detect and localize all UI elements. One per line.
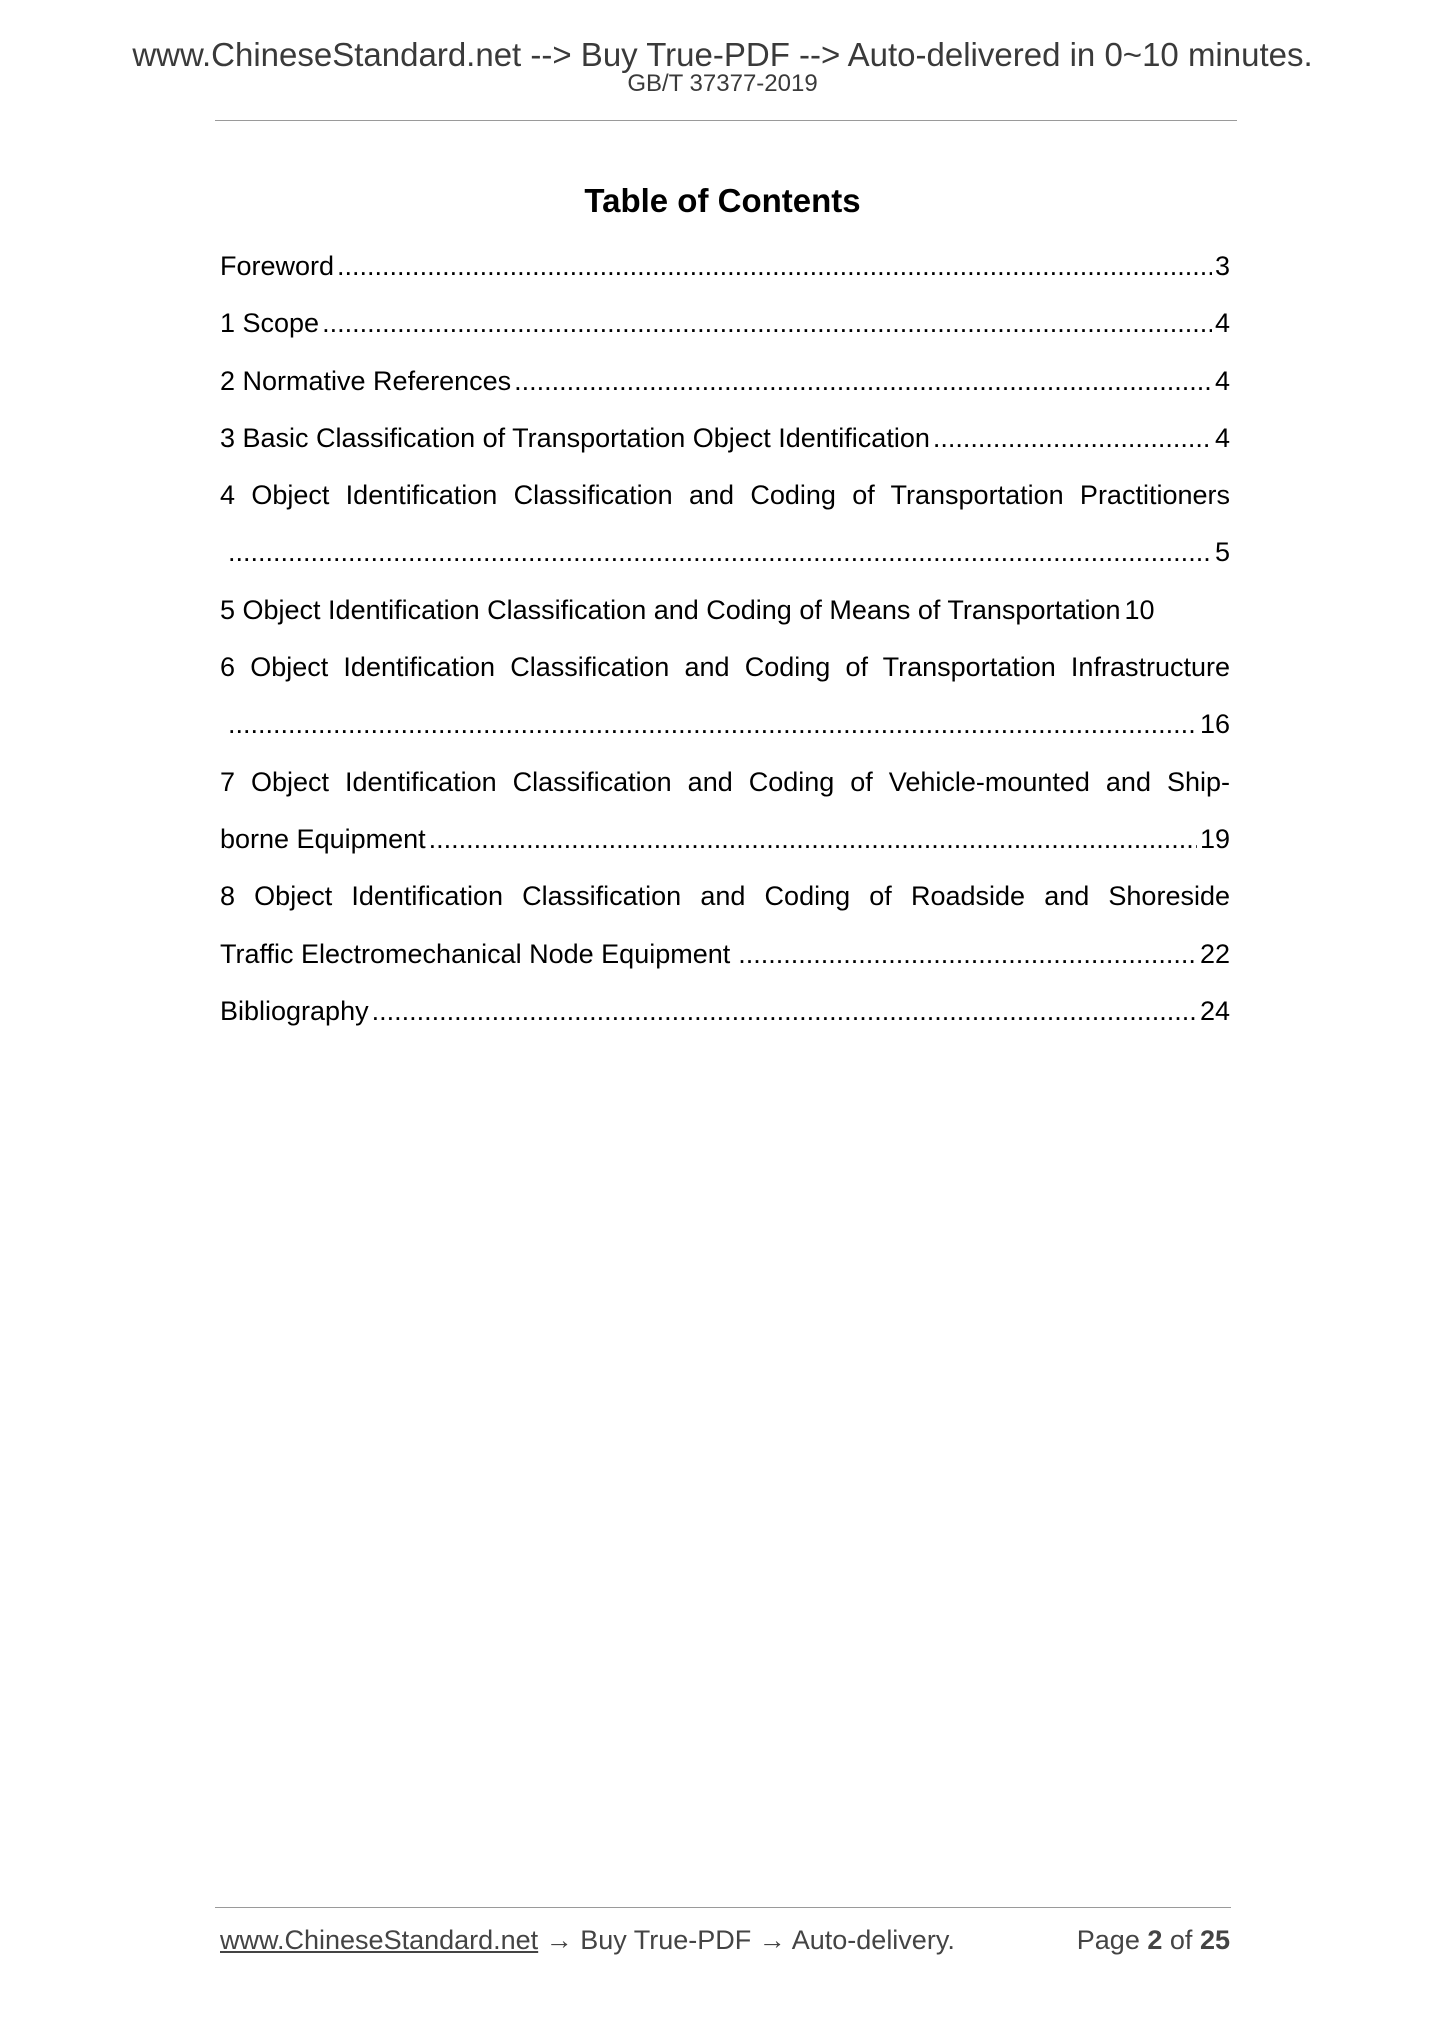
toc-entry-infrastructure-title[interactable] [220, 648, 1230, 705]
toc-entry-bibliography[interactable] [220, 992, 1230, 1049]
toc-entry-page: 4 [1214, 365, 1230, 396]
toc-leader-dots [322, 304, 1212, 342]
page-current: 2 [1147, 1925, 1163, 1955]
toc-leader-dots [429, 820, 1197, 858]
footer-divider [215, 1907, 1231, 1908]
toc-leader-dots [514, 362, 1212, 400]
toc-leader-dots [228, 705, 1197, 743]
toc-leader-dots [738, 935, 1197, 973]
toc-entry-page: 19 [1199, 823, 1230, 854]
toc-entry-foreword[interactable] [220, 247, 1230, 304]
toc-entry-title: 1 Scope [220, 308, 320, 339]
page-total: 25 [1199, 1925, 1230, 1955]
toc-entry-normative-references[interactable] [220, 362, 1230, 419]
toc-entry-page: 4 [1214, 308, 1230, 339]
page-footer [220, 1927, 1230, 1954]
toc-entry-title: 6 Object Identification Classification and Coding of Transportation Infrastructure [220, 652, 1230, 683]
toc-entry-scope[interactable] [220, 304, 1230, 361]
toc-entry-page: 4 [1214, 422, 1230, 453]
toc-entry-title: 5 Object Identification Classification and Coding of Means of Transportation [220, 594, 1121, 625]
site-banner: www.ChineseStandard.net --> Buy True-PDF --> Auto-delivered in 0~10 minutes. [132, 36, 1313, 73]
page-of: of [1169, 1925, 1193, 1955]
toc-entry-page: 5 [1214, 537, 1230, 568]
toc-entry-practitioners-title[interactable] [220, 476, 1230, 533]
footer-tagline: → Buy True-PDF → Auto-delivery. [538, 1925, 955, 1955]
toc-entry-roadside-title[interactable] [220, 877, 1230, 934]
toc-entry-infrastructure-page[interactable] [220, 705, 1230, 762]
toc-entry-practitioners-page[interactable] [220, 533, 1230, 590]
toc-entry-title: 7 Object Identification Classification and Coding of Vehicle-mounted and Ship- [220, 766, 1230, 797]
toc-leader-dots [933, 419, 1212, 457]
toc-entry-page: 10 [1124, 594, 1155, 625]
header-divider [215, 120, 1237, 121]
toc-title: Table of Contents [584, 182, 861, 219]
toc-leader-dots [228, 533, 1212, 571]
toc-leader-dots [372, 992, 1197, 1030]
toc-entry-page: 3 [1214, 251, 1230, 281]
toc-entry-vehicle-mounted-page[interactable] [220, 820, 1230, 877]
toc-entry-vehicle-mounted-title[interactable] [220, 763, 1230, 820]
page-indicator [1077, 1927, 1230, 1954]
toc-entry-page: 16 [1199, 709, 1230, 740]
footer-site-link[interactable]: www.ChineseStandard.net [220, 1925, 539, 1955]
toc-leader-dots [337, 247, 1212, 285]
toc-entry-basic-classification[interactable] [220, 419, 1230, 476]
table-of-contents [220, 247, 1230, 1049]
toc-entry-page: 22 [1199, 938, 1230, 969]
toc-entry-title: 8 Object Identification Classification and Coding of Roadside and Shoreside [220, 881, 1230, 912]
toc-entry-page: 24 [1199, 995, 1230, 1026]
toc-entry-title-continued: Traffic Electromechanical Node Equipment [220, 938, 731, 969]
toc-entry-title: Bibliography [220, 995, 369, 1026]
page-label: Page [1076, 1925, 1140, 1955]
toc-entry-means-of-transportation[interactable] [220, 591, 1230, 648]
toc-entry-title: 2 Normative References [220, 365, 512, 396]
toc-entry-roadside-page[interactable] [220, 935, 1230, 992]
document-code: GB/T 37377-2019 [627, 70, 818, 97]
toc-entry-title: 3 Basic Classification of Transportation Object Identification [220, 422, 930, 453]
toc-entry-title: Foreword [220, 251, 335, 281]
toc-entry-title-continued: borne Equipment [220, 823, 426, 854]
toc-entry-title: 4 Object Identification Classification and Coding of Transportation Practitioners [220, 480, 1230, 511]
